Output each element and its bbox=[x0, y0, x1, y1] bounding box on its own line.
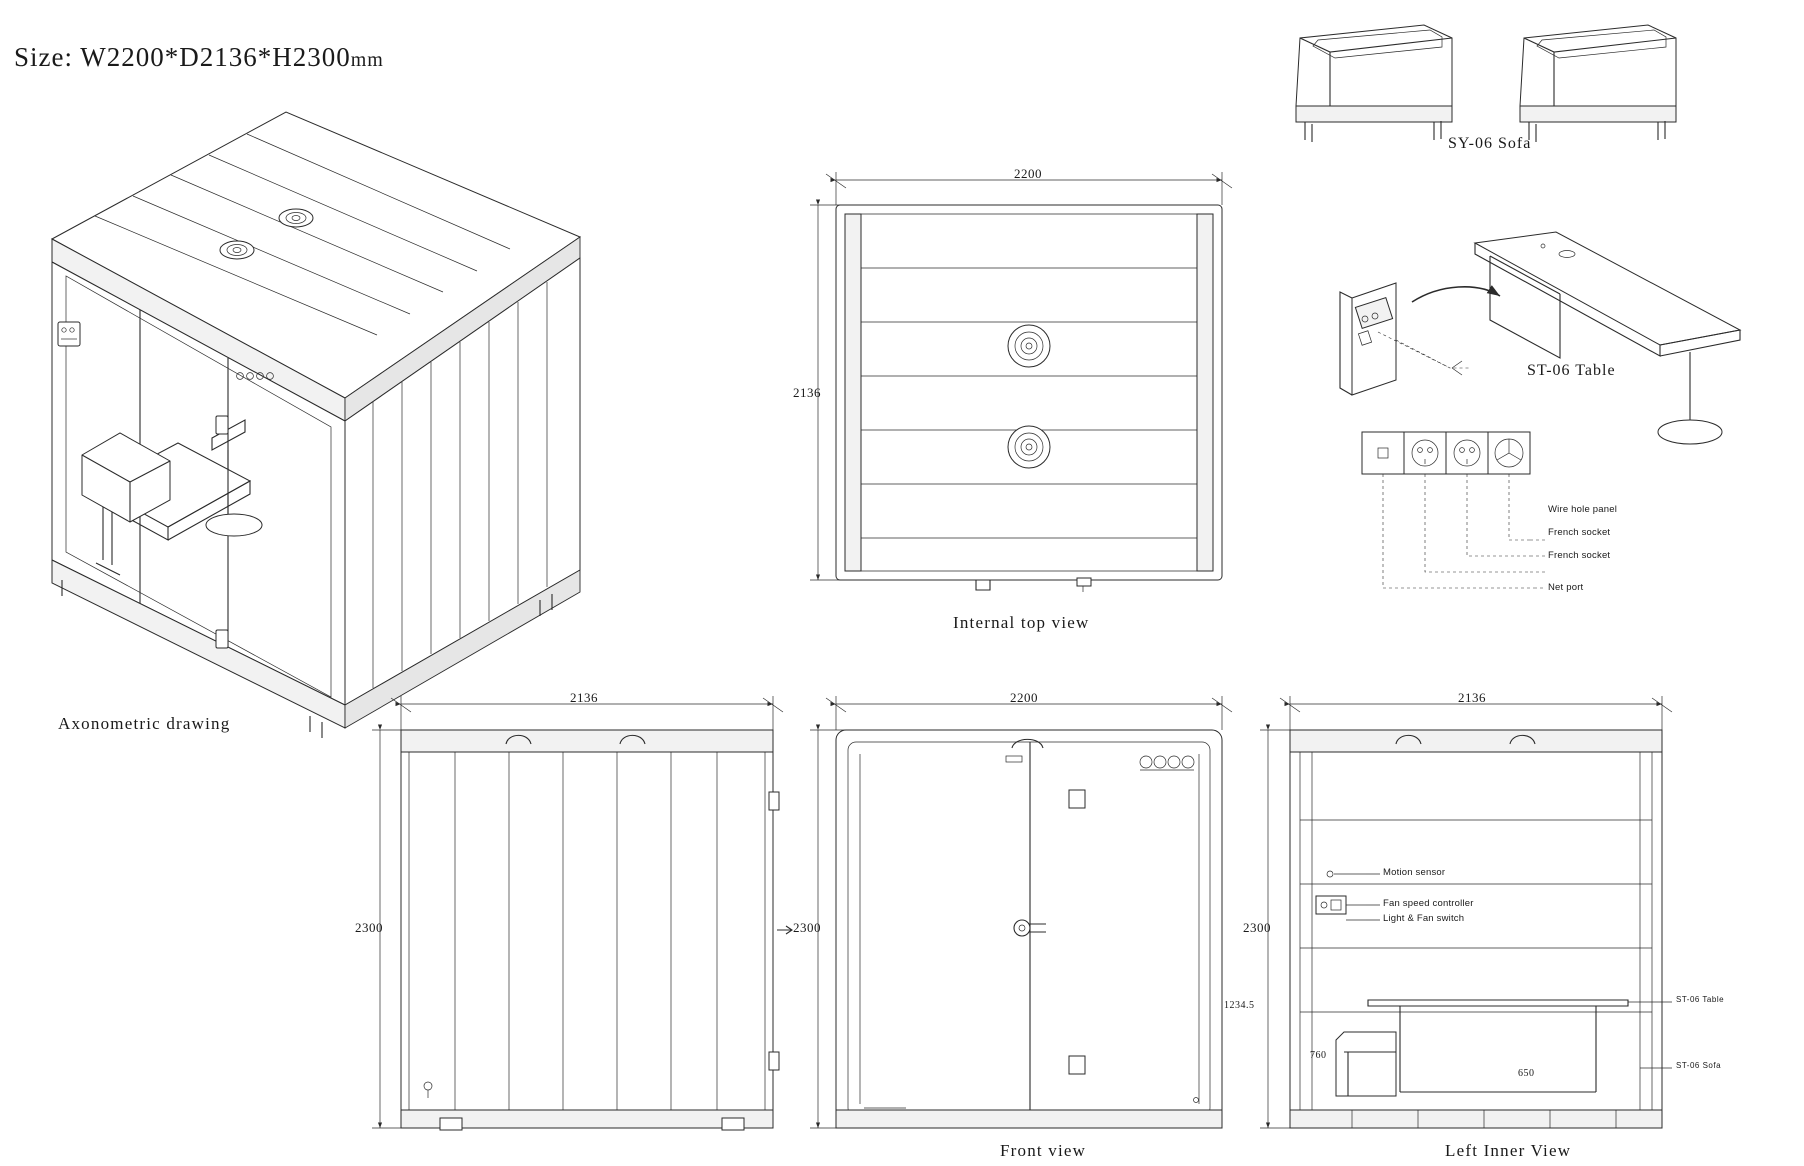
caption-sofa: SY-06 Sofa bbox=[1448, 135, 1532, 152]
dim-sofa-height: 760 bbox=[1310, 1050, 1327, 1061]
callout-motion-sensor: Motion sensor bbox=[1383, 867, 1446, 878]
callout-french-socket-2: French socket bbox=[1548, 550, 1611, 561]
dim-inner-width: 2136 bbox=[1458, 690, 1486, 705]
size-value: W2200*D2136*H2300 bbox=[80, 42, 351, 72]
callout-light-fan-switch: Light & Fan switch bbox=[1383, 913, 1465, 924]
callout-french-socket-1: French socket bbox=[1548, 527, 1611, 538]
caption-left-inner-view: Left Inner View bbox=[1445, 1141, 1572, 1160]
callout-wire-hole-panel: Wire hole panel bbox=[1548, 504, 1618, 515]
side-view-drawing bbox=[372, 696, 792, 1130]
dim-top-depth: 2136 bbox=[793, 385, 821, 400]
wire-panel-illustration bbox=[1340, 283, 1545, 588]
callout-fan-speed-controller: Fan speed controller bbox=[1383, 898, 1474, 909]
sy06-sofa-illustration bbox=[1296, 25, 1676, 142]
dim-table-height: 1234.5 bbox=[1224, 1000, 1255, 1011]
caption-table: ST-06 Table bbox=[1527, 362, 1616, 379]
dim-side-height: 2300 bbox=[355, 920, 383, 935]
caption-front-view: Front view bbox=[1000, 1141, 1087, 1160]
dim-inner-height: 2300 bbox=[1243, 920, 1271, 935]
dim-seat-depth: 650 bbox=[1518, 1068, 1535, 1079]
dim-top-width: 2200 bbox=[1014, 166, 1042, 181]
size-label: Size: bbox=[14, 42, 73, 72]
axonometric-pod-illustration bbox=[52, 112, 580, 738]
dim-front-width: 2200 bbox=[1010, 690, 1038, 705]
front-view-drawing bbox=[810, 696, 1232, 1128]
left-inner-view-drawing bbox=[1260, 696, 1672, 1128]
dim-front-height: 2300 bbox=[793, 920, 821, 935]
internal-top-view-drawing bbox=[810, 172, 1232, 592]
size-unit: mm bbox=[350, 49, 384, 71]
sheet-size-title bbox=[14, 42, 384, 73]
callout-st06-table: ST-06 Table bbox=[1676, 995, 1725, 1004]
callout-net-port: Net port bbox=[1548, 582, 1584, 593]
st06-table-illustration bbox=[1475, 232, 1740, 444]
caption-axonometric: Axonometric drawing bbox=[58, 714, 231, 733]
callout-st06-sofa: ST-06 Sofa bbox=[1676, 1061, 1722, 1070]
caption-internal-top: Internal top view bbox=[953, 613, 1090, 632]
dim-side-width: 2136 bbox=[570, 690, 598, 705]
